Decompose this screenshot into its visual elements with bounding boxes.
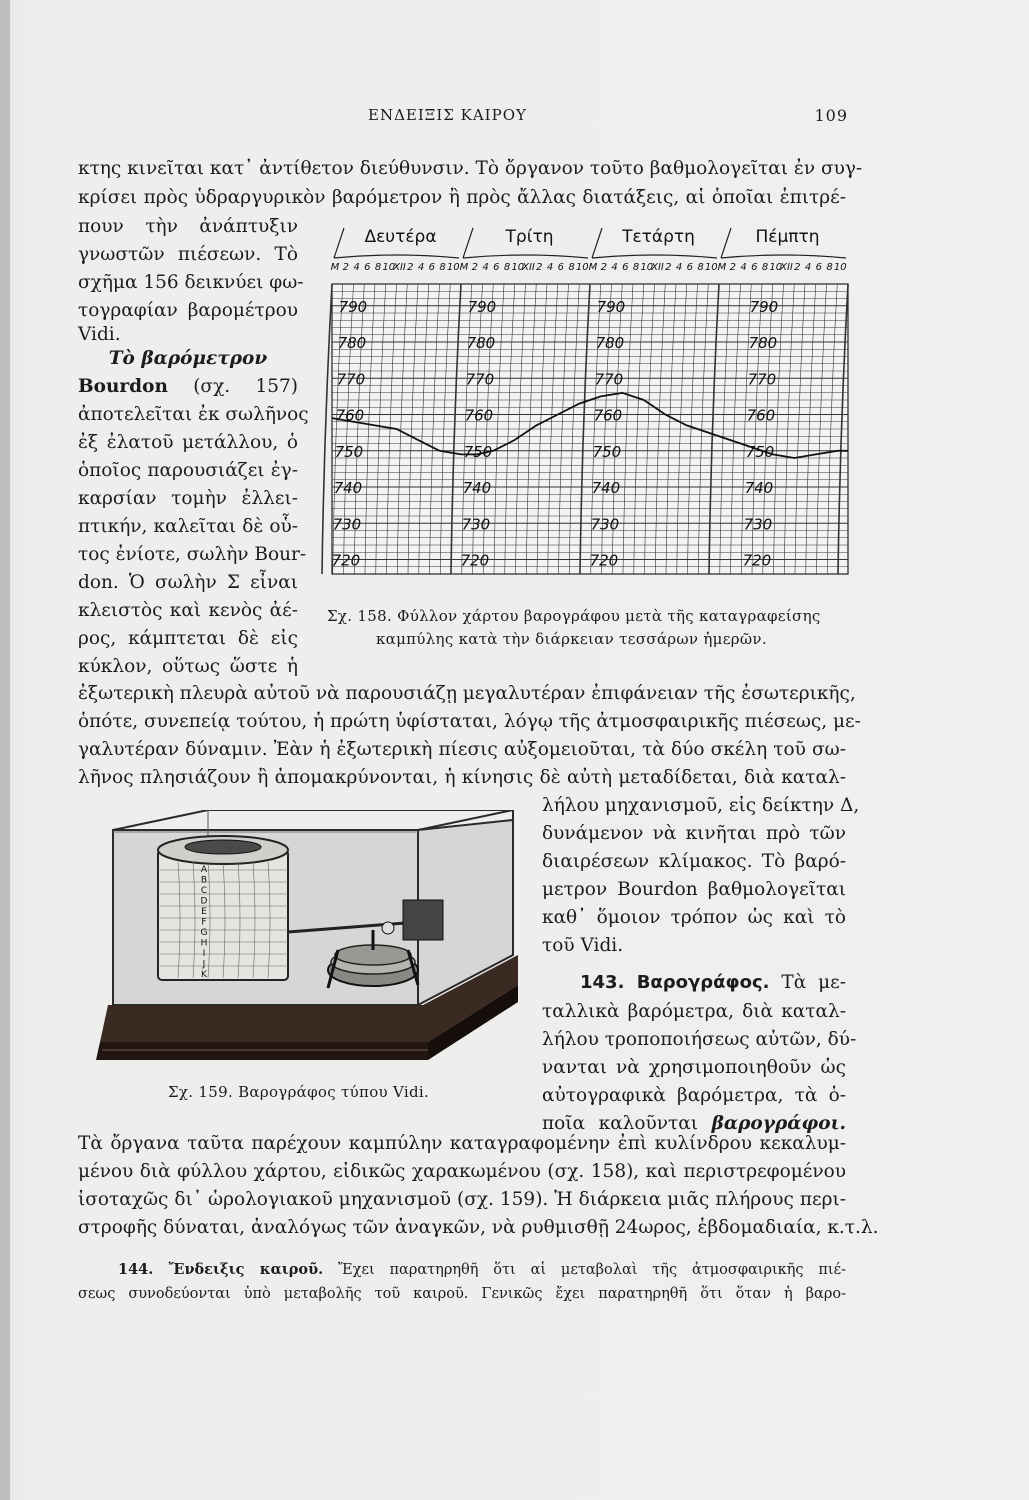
pressure-tick-label: 770 [465, 370, 495, 389]
text-line: ὁπότε, συνεπείᾳ τούτου, ἡ πρώτη ὑφίσταται, λόγῳ τῆς ἀτμοσφαιρικῆς πιέσεως, με- [78, 711, 861, 732]
pressure-tick-label: 730 [332, 515, 362, 534]
text-line: ποῖα καλοῦνται βαρογράφοι. [542, 1113, 846, 1134]
pressure-tick-label: 720 [460, 551, 490, 570]
hour-label: 6 [493, 262, 500, 273]
text-line: πτικήν, καλεῖται δὲ οὗ- [78, 516, 298, 537]
text-line: ἐξωτερικὴ πλευρὰ αὐτοῦ νὰ παρουσιάζῃ μεγαλυτέραν ἐπιφάνειαν τῆς ἐσωτερικῆς, [78, 683, 856, 704]
hour-label: 10 [511, 262, 525, 273]
text-line: κύκλον, οὕτως ὥστε ἡ [78, 656, 298, 677]
hour-label: 10 [640, 262, 654, 273]
pressure-tick-label: 760 [335, 406, 365, 425]
hour-label: 8 [568, 262, 575, 273]
hour-label: 6 [364, 262, 371, 273]
hour-label: 2 [729, 262, 736, 273]
header-title: ΕΝΔΕΙΞΙΣ ΚΑΙΡΟΥ [368, 106, 527, 124]
hour-label: 2 [794, 262, 801, 273]
text-line: καρσίαν τομὴν ἐλλει- [78, 488, 298, 509]
pressure-tick-label: 770 [336, 370, 366, 389]
hour-label: 10 [382, 262, 396, 273]
text-line: λήλου μηχανισμοῦ, εἰς δείκτην Δ, [542, 795, 860, 816]
text-line: κρίσει πρὸς ὑδραργυρικὸν βαρόμετρον ἢ πρὸς ἄλλας διατάξεις, αἱ ὁποῖαι ἐπιτρέ- [78, 187, 846, 208]
hour-label: XII [393, 262, 406, 273]
lever-block [403, 900, 443, 940]
text-line: τοῦ Vidi. [542, 935, 624, 956]
day-label: Τετάρτη [622, 227, 695, 247]
day-labels [334, 227, 846, 258]
text-line: πουν τὴν ἀνάπτυξιν [78, 216, 298, 237]
hour-label: 8 [439, 262, 446, 273]
drum-letter: I [202, 949, 206, 959]
hour-label: 6 [557, 262, 564, 273]
hour-label: 10 [704, 262, 718, 273]
text-line: don. Ὁ σωλὴν Σ εἶναι [78, 572, 298, 593]
drum-letter: B [200, 875, 208, 886]
text-line: ρος, κάμπτεται δὲ εἰς [78, 628, 298, 649]
hour-label: M [459, 262, 469, 273]
pressure-tick-label: 770 [747, 370, 777, 389]
section-143-heading: 143. Βαρογράφος. Τὰ με- [580, 972, 847, 993]
hour-label: 4 [546, 262, 554, 273]
pressure-tick-label: 730 [461, 515, 491, 534]
text-line: γαλυτέραν δύναμιν. Ἐὰν ἡ ἐξωτερικὴ πίεσις αὐξομειοῦται, τὰ δύο σκέλη τοῦ σω- [78, 739, 846, 760]
hour-label: 2 [471, 262, 478, 273]
pressure-tick-label: 780 [337, 334, 367, 352]
text-line: στροφῆς δύναται, ἀναλόγως τῶν ἀναγκῶν, νὰ ρυθμισθῇ 24ωρος, ἑβδομαδιαία, κ.τ.λ. [78, 1217, 879, 1238]
hour-label: 4 [740, 262, 747, 273]
hour-label: 2 [342, 262, 349, 273]
text-line: ταλλικὰ βαρόμετρα, διὰ καταλ- [542, 1001, 846, 1022]
hour-label: 10 [769, 262, 783, 273]
hour-label: 6 [751, 262, 758, 273]
day-label: Τρίτη [505, 227, 554, 247]
barograph-illustration [88, 810, 528, 1072]
text-line: τος ἐνίοτε, σωλὴν Bour- [78, 544, 307, 565]
text-line: νανται νὰ χρησιμοποιηθοῦν ὡς [542, 1057, 846, 1078]
hour-label: 6 [428, 262, 435, 273]
text-line: αὐτογραφικὰ βαρόμετρα, τὰ ὁ- [542, 1085, 846, 1106]
text-line: ὁποῖος παρουσιάζει ἐγ- [78, 460, 298, 481]
pressure-tick-label: 750 [592, 442, 622, 461]
pressure-tick-label: 750 [334, 442, 364, 461]
drum-letter: G [200, 928, 208, 938]
hour-label: 8 [632, 262, 640, 273]
text-line: καθ᾿ ὅμοιον τρόπον ὡς καὶ τὸ [542, 907, 846, 928]
pressure-tick-label: 740 [462, 479, 492, 497]
pressure-tick-label: 750 [463, 442, 493, 461]
hour-labels [331, 262, 847, 273]
hour-label: 8 [761, 262, 769, 273]
barograph-chart [318, 218, 858, 580]
hour-label: XII [522, 262, 535, 273]
fig158-caption-line2: καμπύλης κατὰ τὴν διάρκειαν τεσσάρων ἡμερῶν. [376, 630, 767, 648]
pivot [382, 922, 394, 934]
day-label: Δευτέρα [364, 227, 437, 247]
text-line: Τὰ ὄργανα ταῦτα παρέχουν καμπύλην καταγραφομένην ἐπὶ κυλίνδρου κεκαλυμ- [78, 1133, 846, 1154]
drum-letter: D [200, 896, 208, 907]
drum-letter: A [200, 865, 208, 875]
pressure-tick-label: 760 [746, 406, 776, 425]
pressure-tick-label: 770 [594, 370, 624, 389]
pressure-tick-label: 730 [590, 515, 620, 534]
drum-letter: F [201, 917, 207, 928]
text-line: Vidi. [78, 324, 121, 345]
time-gridline [322, 284, 332, 574]
text-line: μετρον Bourdon βαθμολογεῖται [542, 879, 846, 900]
hour-label: 6 [622, 262, 629, 273]
footnote-line1: 144. Ἔνδειξις καιροῦ. Ἔχει παρατηρηθῆ ὅτι αἱ μεταβολαὶ τῆς ἀτμοσφαιρικῆς πιέ- [118, 1261, 846, 1278]
day-label: Πέμπτη [755, 227, 820, 247]
section-heading-line: Bourdon (σχ. 157) [78, 376, 298, 397]
hour-label: XII [780, 262, 793, 273]
page-number: 109 [814, 106, 848, 125]
hour-label: 4 [353, 262, 360, 273]
drum-letter: H [200, 938, 208, 949]
hour-label: 2 [407, 262, 414, 273]
hour-label: 8 [697, 262, 704, 273]
hour-label: XII [651, 262, 664, 273]
hour-label: 2 [665, 262, 672, 273]
hour-label: 4 [482, 262, 489, 273]
pressure-tick-label: 790 [596, 297, 626, 316]
pressure-tick-label: 790 [749, 297, 779, 316]
hour-label: 2 [600, 262, 607, 273]
drum-letter: C [200, 886, 208, 896]
hour-label: 10 [575, 262, 589, 273]
pressure-tick-label: 780 [595, 334, 625, 352]
pressure-tick-label: 760 [593, 406, 623, 425]
text-line: γνωστῶν πιέσεων. Τὸ [78, 244, 298, 265]
hour-label: 8 [503, 262, 511, 273]
text-line: μένου διὰ φύλλου χάρτου, εἰδικῶς χαρακωμένου (σχ. 158), καὶ περιστρεφομένου [78, 1161, 846, 1182]
text-line: λῆνος πλησιάζουν ἢ ἀπομακρύνονται, ἡ κίνησις δὲ αὐτὴ μεταδίδεται, διὰ καταλ- [78, 767, 846, 788]
text-line: δυνάμενον νὰ κινῆται πρὸ τῶν [542, 823, 846, 844]
hour-label: M [588, 262, 598, 273]
footnote-line2: σεως συνοδεύονται ὑπὸ μεταβολῆς τοῦ καιροῦ. Γενικῶς ἔχει παρατηρηθῆ ὅτι ὅταν ἡ βαρο- [78, 1286, 846, 1302]
text-line: διαιρέσεων κλίμακος. Τὸ βαρό- [542, 851, 846, 872]
fig159-caption: Σχ. 159. Βαρογράφος τύπου Vidi. [168, 1083, 430, 1101]
drum-letter: E [201, 907, 207, 917]
hour-label: 2 [536, 262, 543, 273]
text-line: τογραφίαν βαρομέτρου [78, 300, 298, 321]
hour-label: 6 [686, 262, 693, 273]
pressure-tick-label: 780 [748, 334, 778, 352]
text-line: κτης κινεῖται κατ᾿ ἀντίθετον διεύθυνσιν. Τὸ ὄργανον τοῦτο βαθμολογεῖται ἐν συγ- [78, 158, 863, 179]
pressure-tick-label: 740 [591, 479, 621, 497]
hour-label: 8 [826, 262, 833, 273]
text-line: κλειστὸς καὶ κενὸς ἀέ- [78, 600, 298, 621]
hour-label: 8 [374, 262, 382, 273]
hour-label: 4 [675, 262, 683, 273]
drum-letter: K [201, 970, 207, 980]
hour-label: 4 [417, 262, 425, 273]
base-front [96, 1042, 428, 1060]
pressure-tick-label: 750 [745, 442, 775, 461]
hour-label: 4 [804, 262, 812, 273]
fig158-caption-line1: Σχ. 158. Φύλλον χάρτου βαρογράφου μετὰ τῆς καταγραφείσης [327, 607, 821, 625]
page-gutter [0, 0, 10, 1500]
pressure-tick-label: 720 [742, 551, 772, 570]
text-line: λήλου τροποποιήσεως αὐτῶν, δύ- [542, 1029, 857, 1050]
drum-letter: J [202, 959, 206, 970]
text-line: ἀποτελεῖται ἐκ σωλῆνος [78, 404, 309, 425]
pressure-tick-label: 760 [464, 406, 494, 425]
pressure-tick-label: 780 [466, 334, 496, 352]
text-line: σχῆμα 156 δεικνύει φω- [78, 272, 304, 293]
pressure-tick-label: 790 [338, 297, 368, 316]
text-line: ἰσοταχῶς δι᾿ ὡρολογιακοῦ μηχανισμοῦ (σχ. 159). Ἡ διάρκεια μιᾶς πλήρους περι- [78, 1189, 846, 1210]
section-heading-italic: Τὸ βαρόμετρον [108, 348, 268, 369]
hour-label: M [717, 262, 727, 273]
pressure-tick-label: 740 [744, 479, 774, 497]
hour-label: 10 [833, 262, 847, 273]
hour-label: M [330, 262, 340, 273]
pressure-tick-label: 730 [743, 515, 773, 534]
hour-label: 4 [611, 262, 618, 273]
pressure-tick-label: 740 [333, 479, 363, 497]
pressure-tick-label: 790 [467, 297, 497, 316]
hour-label: 6 [815, 262, 822, 273]
text-line: ἐξ ἐλατοῦ μετάλλου, ὁ [78, 432, 298, 453]
pressure-tick-label: 720 [331, 551, 361, 570]
hour-label: 10 [446, 262, 460, 273]
pressure-tick-label: 720 [589, 551, 619, 570]
